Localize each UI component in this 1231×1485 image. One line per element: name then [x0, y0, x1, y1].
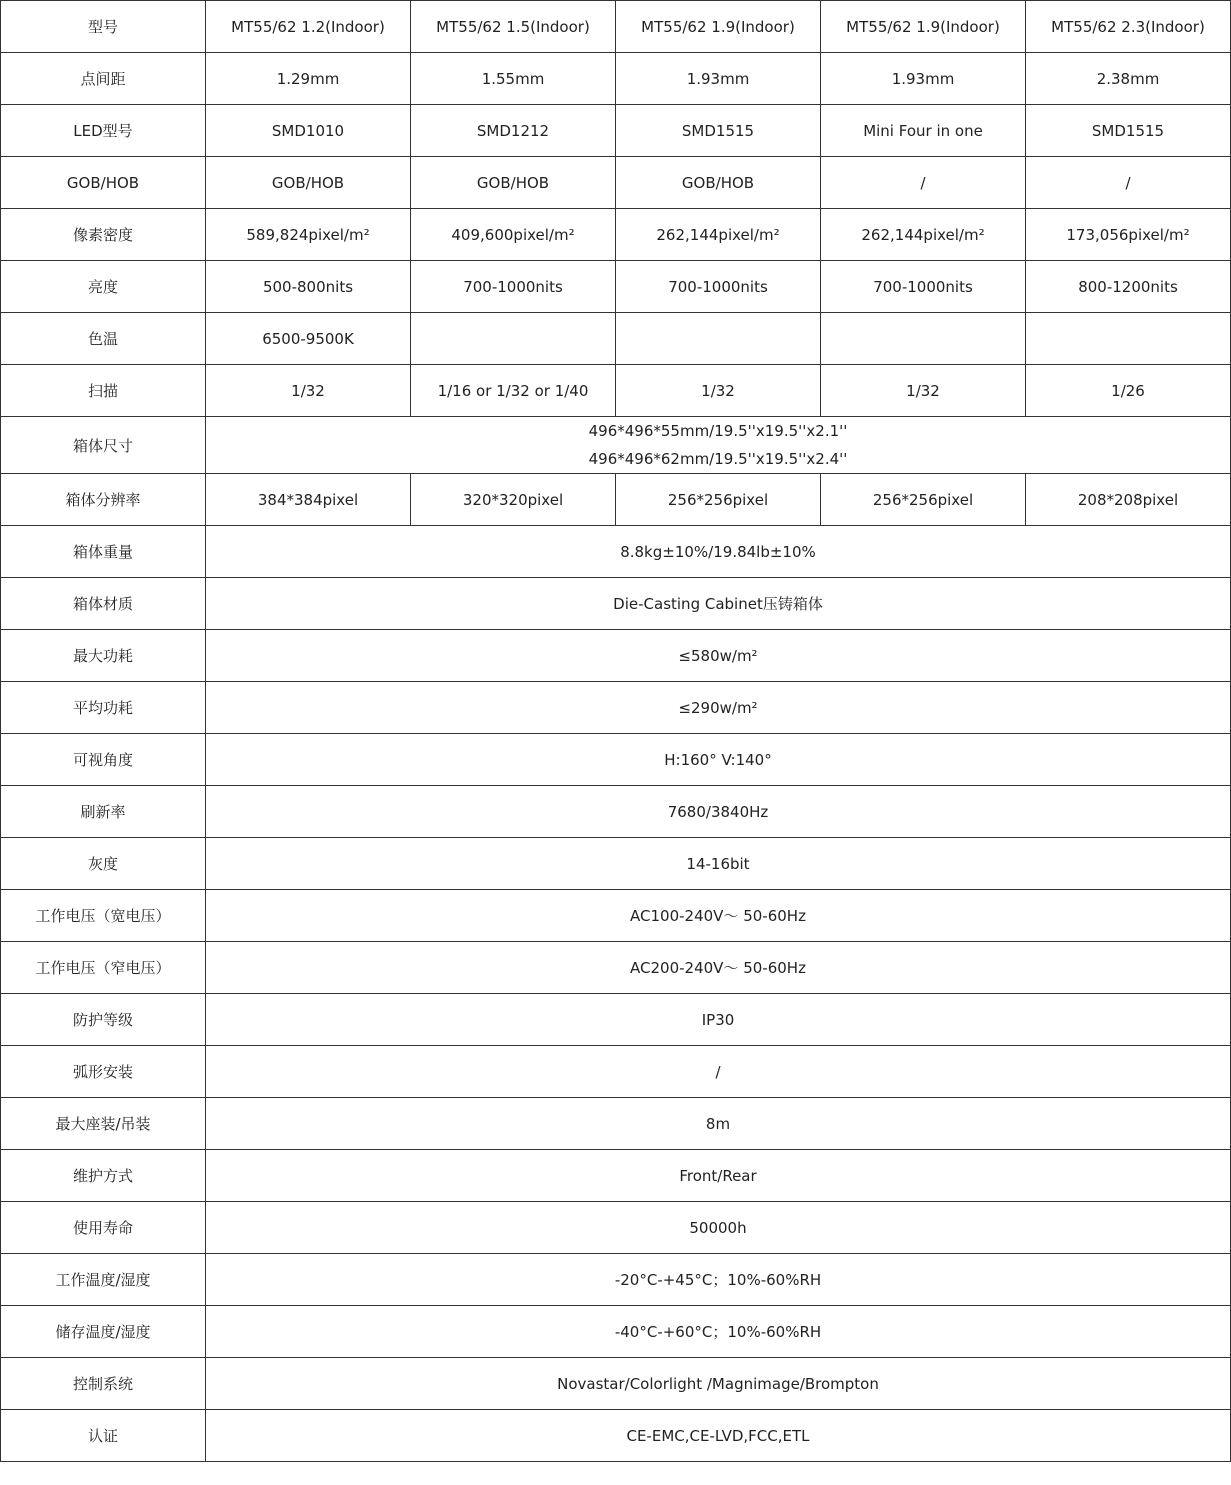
- table-cell: 262,144pixel/m²: [616, 209, 821, 261]
- table-row-brightness: [1, 261, 1231, 313]
- table-cell: [821, 313, 1026, 365]
- table-row: [1, 1254, 1231, 1306]
- table-cell: 384*384pixel: [206, 474, 411, 526]
- table-cell: 50000h: [206, 1202, 1231, 1254]
- table-cell: SMD1515: [616, 105, 821, 157]
- table-cell: 500-800nits: [206, 261, 411, 313]
- table-row-cabinet-size: [1, 417, 1231, 474]
- row-label: 灰度: [1, 838, 206, 890]
- row-label: 最大功耗: [1, 630, 206, 682]
- table-cell: 700-1000nits: [821, 261, 1026, 313]
- table-row-led-type: [1, 105, 1231, 157]
- table-row: [1, 1358, 1231, 1410]
- row-label: 扫描: [1, 365, 206, 417]
- table-cell: Die-Casting Cabinet压铸箱体: [206, 578, 1231, 630]
- table-row-model: [1, 1, 1231, 53]
- table-cell: 1.29mm: [206, 53, 411, 105]
- table-row: [1, 734, 1231, 786]
- row-label: 储存温度/湿度: [1, 1306, 206, 1358]
- cabinet-size-line: 496*496*62mm/19.5''x19.5''x2.4'': [588, 450, 848, 468]
- row-label: 最大座装/吊装: [1, 1098, 206, 1150]
- table-cell: CE-EMC,CE-LVD,FCC,ETL: [206, 1410, 1231, 1462]
- table-cell: H:160° V:140°: [206, 734, 1231, 786]
- row-label: 像素密度: [1, 209, 206, 261]
- row-label: 防护等级: [1, 994, 206, 1046]
- table-cell: 409,600pixel/m²: [411, 209, 616, 261]
- row-label: 箱体分辨率: [1, 474, 206, 526]
- row-label: 色温: [1, 313, 206, 365]
- table-cell: [206, 417, 1231, 474]
- row-label: 弧形安装: [1, 1046, 206, 1098]
- table-cell: /: [1026, 157, 1231, 209]
- row-label: 亮度: [1, 261, 206, 313]
- row-label: 平均功耗: [1, 682, 206, 734]
- row-label: 控制系统: [1, 1358, 206, 1410]
- table-row: [1, 1046, 1231, 1098]
- table-cell: -20°C-+45°C；10%-60%RH: [206, 1254, 1231, 1306]
- table-cell: 256*256pixel: [821, 474, 1026, 526]
- row-label: 刷新率: [1, 786, 206, 838]
- table-row: [1, 942, 1231, 994]
- table-cell: Novastar/Colorlight /Magnimage/Brompton: [206, 1358, 1231, 1410]
- model-name: MT55/62 1.9(Indoor): [821, 1, 1026, 53]
- row-label: 型号: [1, 1, 206, 53]
- row-label: 使用寿命: [1, 1202, 206, 1254]
- table-cell: SMD1515: [1026, 105, 1231, 157]
- table-cell: 700-1000nits: [411, 261, 616, 313]
- model-name: MT55/62 1.2(Indoor): [206, 1, 411, 53]
- table-cell: 173,056pixel/m²: [1026, 209, 1231, 261]
- table-cell: [411, 313, 616, 365]
- table-row-pitch: [1, 53, 1231, 105]
- table-cell: 262,144pixel/m²: [821, 209, 1026, 261]
- table-row-scan: [1, 365, 1231, 417]
- table-row: [1, 786, 1231, 838]
- row-label: 箱体重量: [1, 526, 206, 578]
- table-cell: 320*320pixel: [411, 474, 616, 526]
- table-cell: -40°C-+60°C；10%-60%RH: [206, 1306, 1231, 1358]
- table-row: [1, 1410, 1231, 1462]
- table-cell: 1/16 or 1/32 or 1/40: [411, 365, 616, 417]
- table-cell: 8.8kg±10%/19.84lb±10%: [206, 526, 1231, 578]
- table-cell: GOB/HOB: [616, 157, 821, 209]
- table-row: [1, 578, 1231, 630]
- table-row-pixel-density: [1, 209, 1231, 261]
- table-row: [1, 1202, 1231, 1254]
- table-cell: GOB/HOB: [206, 157, 411, 209]
- row-label: 工作电压（宽电压）: [1, 890, 206, 942]
- table-cell: 1.93mm: [616, 53, 821, 105]
- table-row: [1, 838, 1231, 890]
- table-row-cabinet-resolution: [1, 474, 1231, 526]
- table-cell: AC100-240V～ 50-60Hz: [206, 890, 1231, 942]
- table-row: [1, 890, 1231, 942]
- table-cell: ≤580w/m²: [206, 630, 1231, 682]
- table-cell: Mini Four in one: [821, 105, 1026, 157]
- table-cell: [616, 313, 821, 365]
- table-cell: GOB/HOB: [411, 157, 616, 209]
- table-cell: 6500-9500K: [206, 313, 411, 365]
- row-label: 工作温度/湿度: [1, 1254, 206, 1306]
- table-cell: /: [206, 1046, 1231, 1098]
- table-cell: 8m: [206, 1098, 1231, 1150]
- table-cell: 2.38mm: [1026, 53, 1231, 105]
- model-name: MT55/62 1.5(Indoor): [411, 1, 616, 53]
- row-label: GOB/HOB: [1, 157, 206, 209]
- table-row: [1, 994, 1231, 1046]
- table-cell: 256*256pixel: [616, 474, 821, 526]
- table-row: [1, 630, 1231, 682]
- row-label: 箱体尺寸: [1, 417, 206, 474]
- table-row: [1, 1150, 1231, 1202]
- model-name: MT55/62 2.3(Indoor): [1026, 1, 1231, 53]
- table-cell: 1/26: [1026, 365, 1231, 417]
- table-cell: SMD1212: [411, 105, 616, 157]
- table-cell: 1/32: [206, 365, 411, 417]
- table-cell: 1/32: [821, 365, 1026, 417]
- table-row-color-temp: [1, 313, 1231, 365]
- row-label: 可视角度: [1, 734, 206, 786]
- table-cell: 14-16bit: [206, 838, 1231, 890]
- table-cell: 700-1000nits: [616, 261, 821, 313]
- table-cell: 589,824pixel/m²: [206, 209, 411, 261]
- row-label: 点间距: [1, 53, 206, 105]
- table-row: [1, 682, 1231, 734]
- model-name: MT55/62 1.9(Indoor): [616, 1, 821, 53]
- table-cell: 1/32: [616, 365, 821, 417]
- table-cell: /: [821, 157, 1026, 209]
- table-cell: Front/Rear: [206, 1150, 1231, 1202]
- table-row: [1, 1098, 1231, 1150]
- table-cell: 1.93mm: [821, 53, 1026, 105]
- table-row: [1, 526, 1231, 578]
- row-label: 工作电压（窄电压）: [1, 942, 206, 994]
- table-cell: 800-1200nits: [1026, 261, 1231, 313]
- table-cell: 1.55mm: [411, 53, 616, 105]
- row-label: LED型号: [1, 105, 206, 157]
- table-row-gob: [1, 157, 1231, 209]
- cabinet-size-line: 496*496*55mm/19.5''x19.5''x2.1'': [588, 422, 848, 440]
- table-cell: AC200-240V～ 50-60Hz: [206, 942, 1231, 994]
- table-cell: 7680/3840Hz: [206, 786, 1231, 838]
- table-cell: [1026, 313, 1231, 365]
- table-row: [1, 1306, 1231, 1358]
- row-label: 认证: [1, 1410, 206, 1462]
- table-cell: IP30: [206, 994, 1231, 1046]
- row-label: 箱体材质: [1, 578, 206, 630]
- table-cell: 208*208pixel: [1026, 474, 1231, 526]
- row-label: 维护方式: [1, 1150, 206, 1202]
- table-cell: SMD1010: [206, 105, 411, 157]
- table-cell: ≤290w/m²: [206, 682, 1231, 734]
